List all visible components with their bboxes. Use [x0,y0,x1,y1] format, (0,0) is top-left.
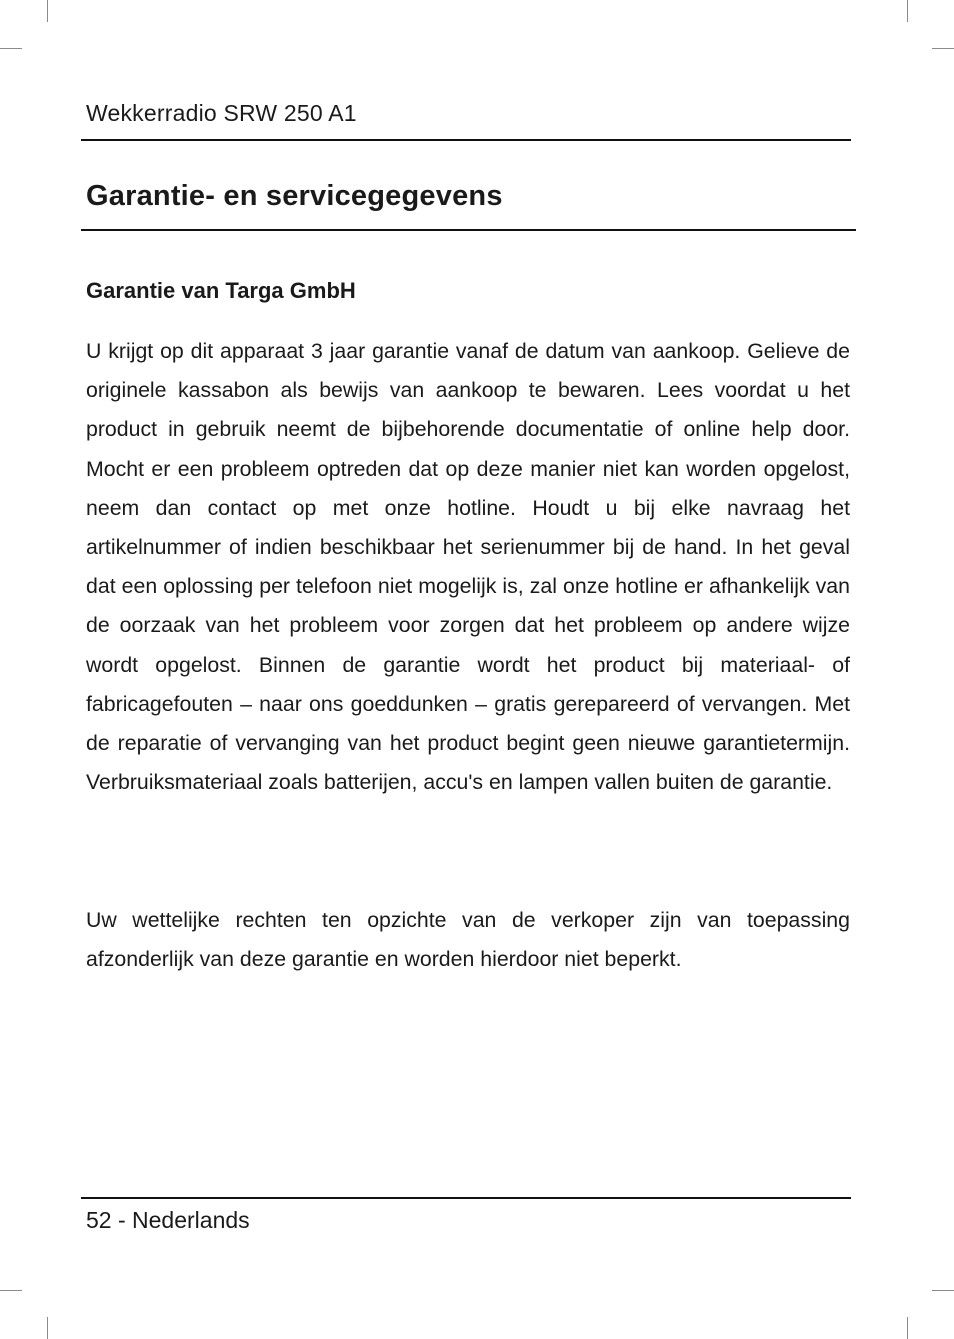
footer-rule [81,1197,851,1199]
running-header: Wekkerradio SRW 250 A1 [86,100,357,126]
subsection-title: Garantie van Targa GmbH [86,278,356,303]
warranty-paragraph: U krijgt op dit apparaat 3 jaar garantie vanaf de datum van aankoop. Gelieve de originele kassabon als bewijs van aankoop te bewaren. Lees voordat u het product in gebruik neemt de bijbehorende documentatie of online help door. Mocht er een probleem optreden dat op deze manier niet kan worden opgelost, neem dan contact op met onze hotline. Houdt u bij elke navraag het artikelnummer of indien beschikbaar het serienummer bij de hand. In het geval dat een oplossing per telefoon niet mogelijk is, zal onze hotline er afhankelijk van de oorzaak van het probleem voor zorgen dat het probleem op andere wijze wordt opgelost. Binnen de garantie wordt het product bij materiaal- of fabricagefouten – naar ons goeddunken – gratis gerepareerd of vervangen. Met de reparatie of vervanging van het product begint geen nieuwe garantietermijn. Verbruiksmateriaal zoals batterijen, accu's en lampen vallen buiten de garantie. [86,339,850,795]
section-rule [81,229,856,231]
legal-rights-paragraph: Uw wettelijke rechten ten opzichte van de verkoper zijn van toepassing afzonderlijk van deze garantie en worden hierdoor niet beperkt. [86,908,850,972]
page-number: 52 [86,1207,112,1233]
page-footer [86,1207,250,1234]
header-rule [81,139,851,141]
crop-mark [47,0,48,22]
crop-mark [932,1290,954,1291]
crop-mark [47,1317,48,1339]
section-title: Garantie- en servicegegevens [86,180,503,212]
crop-mark [932,48,954,49]
footer-language: - Nederlands [111,1207,250,1233]
crop-mark [0,1290,22,1291]
crop-mark [0,48,22,49]
crop-mark [907,1317,908,1339]
crop-mark [907,0,908,22]
